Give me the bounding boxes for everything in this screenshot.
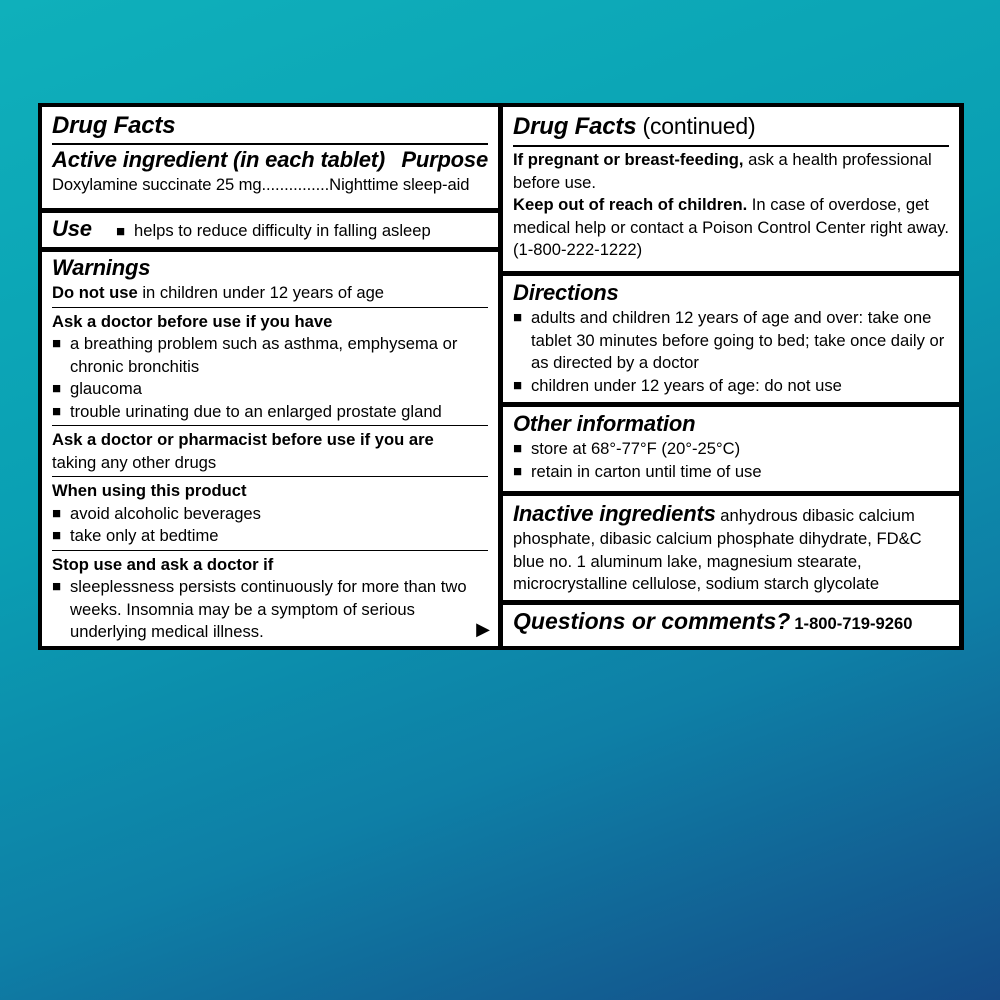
list-item: ■ adults and children 12 years of age and over: take one tablet 30 minutes before going to bed; take once daily or as directed by a doctor <box>513 307 949 375</box>
directions-box <box>503 276 959 402</box>
other-info-heading: Other information <box>513 411 696 436</box>
bullet-icon: ■ <box>52 504 62 522</box>
questions-box <box>503 605 959 646</box>
active-ingredient-box <box>42 107 498 208</box>
bullet-icon: ■ <box>52 380 62 397</box>
ask-doctor-section <box>52 308 488 427</box>
list-item: ■ children under 12 years of age: do not use <box>513 375 949 398</box>
when-using-section <box>52 477 488 551</box>
list-item: ■ glaucoma <box>52 378 488 401</box>
ask-pharmacist-text: taking any other drugs <box>52 452 217 472</box>
active-heading-row <box>52 146 488 174</box>
warnings-heading: Warnings <box>52 255 151 280</box>
list-item: ■ sleeplessness persists continuously for more than two weeks. Insomnia may be a symptom of serious underlying medical illness. <box>52 576 488 644</box>
bullet-icon: ■ <box>513 462 523 480</box>
stop-use-heading: Stop use and ask a doctor if <box>52 554 274 574</box>
other-info-box <box>503 407 959 491</box>
bullet-icon: ■ <box>513 376 523 394</box>
questions-heading: Questions or comments? <box>513 608 791 634</box>
active-heading: Active ingredient (in each tablet) <box>52 147 386 172</box>
directions-heading: Directions <box>513 280 619 305</box>
list-item: ■ take only at bedtime <box>52 525 488 548</box>
inactive-ingredients-box <box>503 496 959 600</box>
inactive-ingredients <box>513 500 949 596</box>
bullet-icon: ■ <box>52 578 62 595</box>
bullet-icon: ■ <box>52 335 62 352</box>
purpose-heading: Purpose <box>401 147 488 172</box>
bullet-icon: ■ <box>116 223 126 240</box>
right-title-suffix: (continued) <box>636 113 756 139</box>
questions-phone: 1-800-719-9260 <box>794 614 913 633</box>
active-line: Doxylamine succinate 25 mg...............Nighttime sleep-aid <box>52 175 470 194</box>
do-not-use <box>52 282 488 308</box>
do-not-use-bold: Do not use <box>52 283 138 302</box>
use-text: helps to reduce difficulty in falling asleep <box>134 221 431 240</box>
ask-doctor-heading: Ask a doctor before use if you have <box>52 311 333 331</box>
bullet-icon: ■ <box>513 309 523 326</box>
do-not-use-text: in children under 12 years of age <box>137 283 385 302</box>
left-title: Drug Facts <box>52 111 488 145</box>
bullet-icon: ■ <box>52 527 62 544</box>
list-item: ■ a breathing problem such as asthma, emphysema or chronic bronchitis <box>52 333 488 378</box>
list-item: ■ trouble urinating due to an enlarged prostate gland <box>52 401 488 424</box>
pregnancy-box <box>503 107 959 271</box>
list-item: ■ store at 68°-77°F (20°-25°C) <box>513 438 949 461</box>
continued-arrow-icon: ▶ <box>476 619 490 639</box>
use-box <box>42 213 498 247</box>
inactive-heading: Inactive ingredients <box>513 501 716 526</box>
use-heading: Use <box>52 216 92 241</box>
list-item: ■ avoid alcoholic beverages <box>52 503 488 526</box>
list-item: ■ retain in carton until time of use <box>513 461 949 484</box>
stop-use-section <box>52 551 488 646</box>
drug-facts-panel <box>38 103 964 650</box>
when-using-heading: When using this product <box>52 481 247 500</box>
right-title-row <box>513 111 949 147</box>
ask-pharmacist-heading: Ask a doctor or pharmacist before use if you are <box>52 430 434 449</box>
right-title: Drug Facts <box>513 113 637 140</box>
warnings-box <box>42 252 498 646</box>
inactive-text: anhydrous dibasic calcium phosphate, dibasic calcium phosphate dihydrate, FD&C blue no. 1 aluminum lake, magnesium stearate, microcrystalline cellulose, sodium starch glycolate <box>513 506 922 593</box>
bullet-icon: ■ <box>513 440 523 457</box>
pregnant-warning: If pregnant or breast-feeding, ask a health professional before use. <box>513 150 932 192</box>
ask-pharmacist-section <box>52 426 488 477</box>
bullet-icon: ■ <box>52 402 62 420</box>
keep-out-warning: Keep out of reach of children. In case of overdose, get medical help or contact a Poison Control Center right away. (1-800-222-1222) <box>513 195 949 259</box>
